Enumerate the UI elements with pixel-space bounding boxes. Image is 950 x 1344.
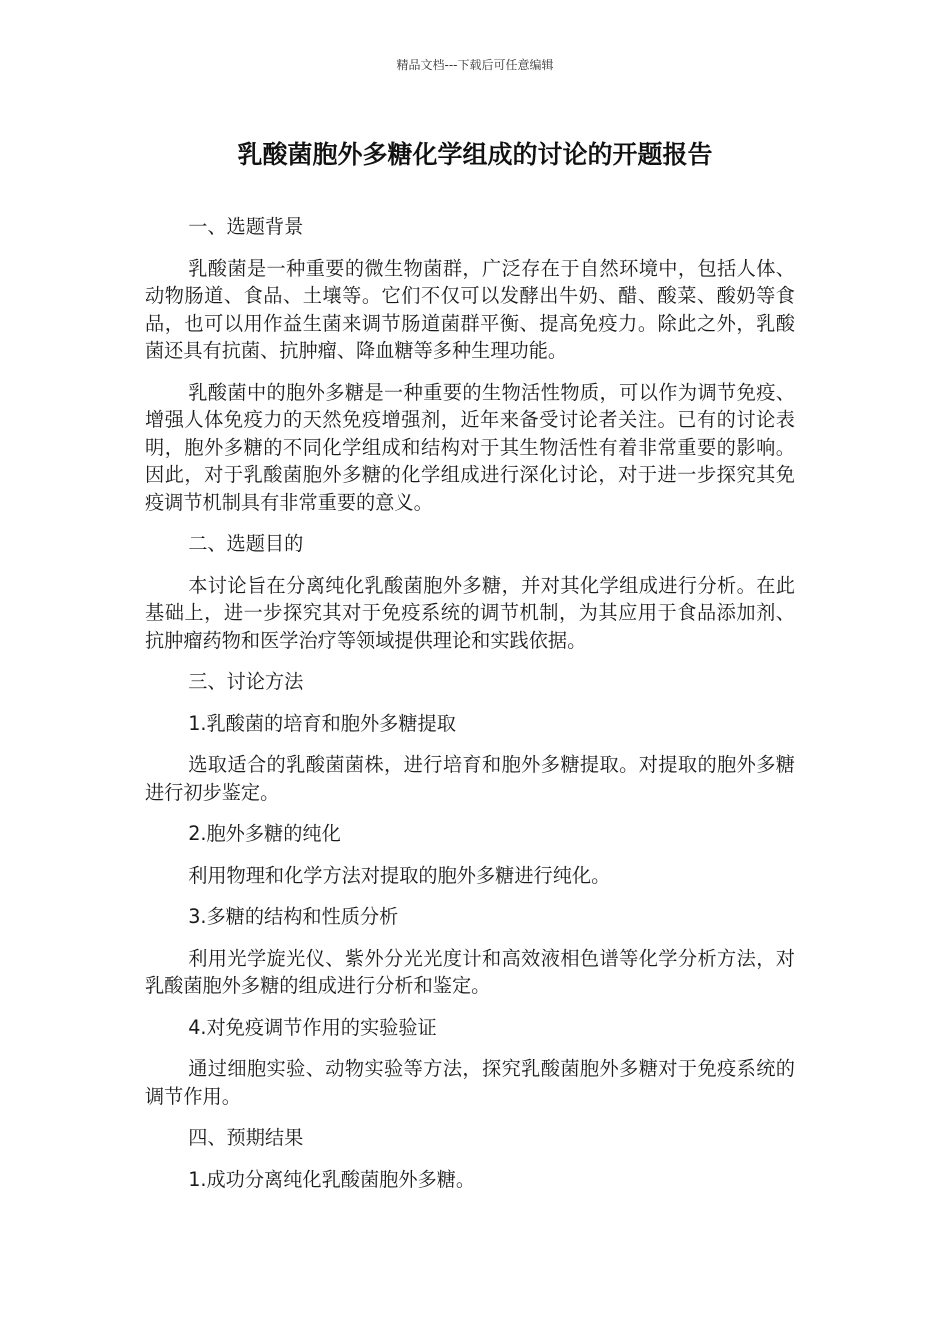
subheading-method-2: 2.胞外多糖的纯化 [188, 822, 341, 845]
section-heading-purpose: 二、选题目的 [188, 532, 304, 555]
paragraph-method-4: 通过细胞实验、动物实验等方法，探究乳酸菌胞外多糖对于免疫系统的调节作用。 [145, 1057, 795, 1108]
document-body [145, 213, 795, 1207]
subheading-method-4: 4.对免疫调节作用的实验验证 [188, 1015, 437, 1039]
paragraph-method-2: 利用物理和化学方法对提取的胞外多糖进行纯化。 [188, 863, 611, 887]
expected-result-1: 1.成功分离纯化乳酸菌胞外多糖。 [188, 1167, 476, 1191]
paragraph-background-2: 乳酸菌中的胞外多糖是一种重要的生物活性物质，可以作为调节免疫、增强人体免疫力的天然免疫增强剂，近年来备受讨论者关注。已有的讨论表明，胞外多糖的不同化学组成和结构对于其生物活性有着非常重要的影响。因此，对于乳酸菌胞外多糖的化学组成进行深化讨论，对于进一步探究其免疫调节机制具有非常重要的意义。 [145, 380, 795, 514]
document-title: 乳酸菌胞外多糖化学组成的讨论的开题报告 [237, 140, 713, 169]
paragraph-purpose: 本讨论旨在分离纯化乳酸菌胞外多糖，并对其化学组成进行分析。在此基础上，进一步探究其对于免疫系统的调节机制，为其应用于食品添加剂、抗肿瘤药物和医学治疗等领域提供理论和实践依据。 [145, 573, 795, 652]
subheading-method-1: 1.乳酸菌的培育和胞外多糖提取 [188, 711, 456, 735]
page-header: 精品文档---下载后可任意编辑 [396, 58, 554, 72]
section-heading-background: 一、选题背景 [188, 215, 304, 238]
section-heading-expected-results: 四、预期结果 [188, 1126, 304, 1149]
section-heading-methods: 三、讨论方法 [188, 670, 304, 693]
paragraph-method-3: 利用光学旋光仪、紫外分光光度计和高效液相色谱等化学分析方法，对乳酸菌胞外多糖的组成进行分析和鉴定。 [145, 946, 795, 997]
subheading-method-3: 3.多糖的结构和性质分析 [188, 905, 399, 928]
paragraph-background-1: 乳酸菌是一种重要的微生物菌群，广泛存在于自然环境中，包括人体、动物肠道、食品、土壤等。它们不仅可以发酵出牛奶、醋、酸菜、酸奶等食品，也可以用作益生菌来调节肠道菌群平衡、提高免疫力。除此之外，乳酸菌还具有抗菌、抗肿瘤、降血糖等多种生理功能。 [145, 256, 795, 362]
paragraph-method-1: 选取适合的乳酸菌菌株，进行培育和胞外多糖提取。对提取的胞外多糖进行初步鉴定。 [145, 753, 795, 804]
